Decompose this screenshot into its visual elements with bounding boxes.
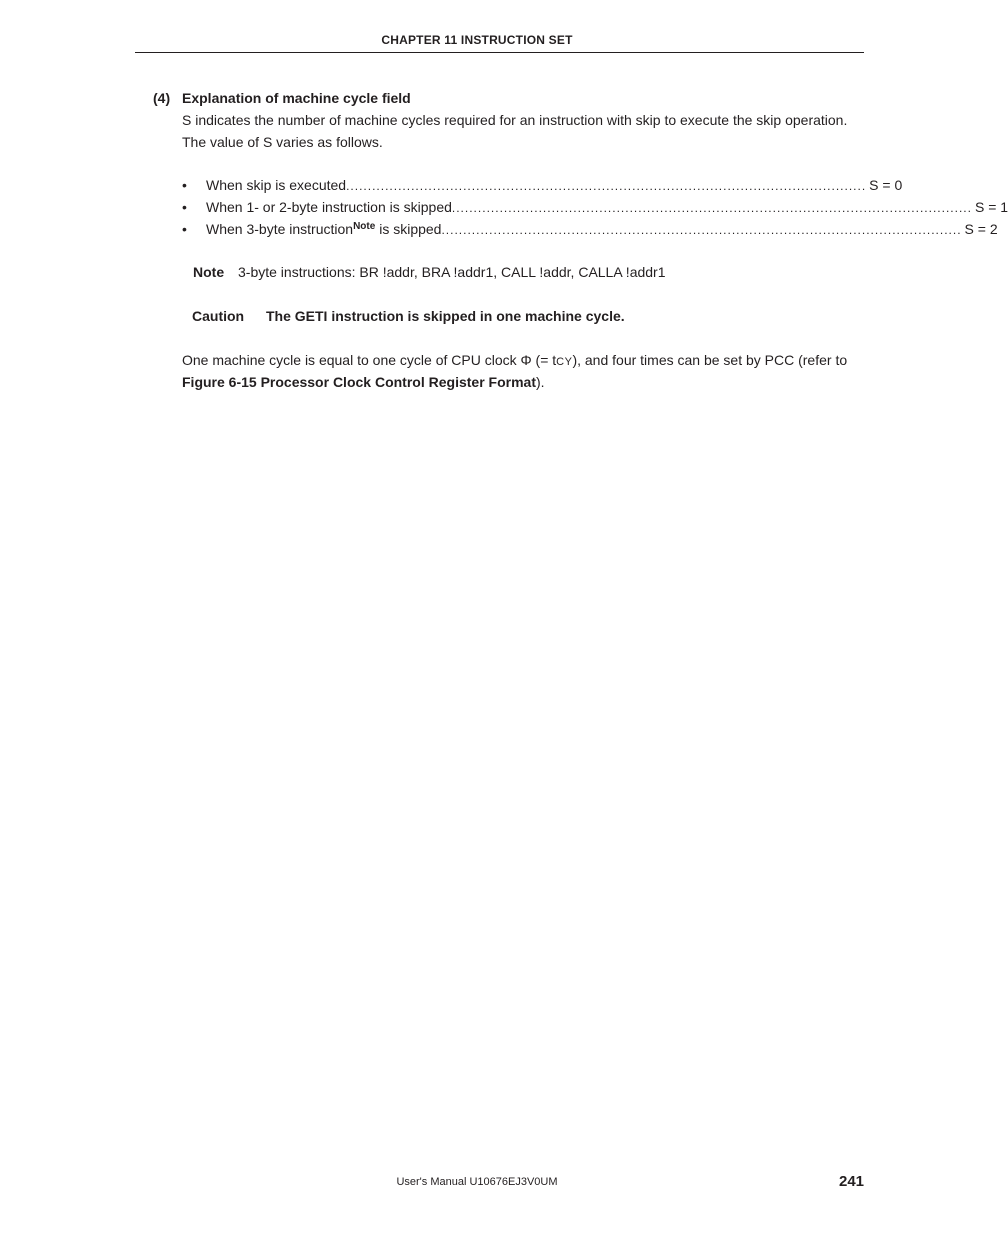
dot-leader: ........................................................................................................................ xyxy=(346,179,867,193)
section-title: Explanation of machine cycle field xyxy=(182,90,411,106)
list-item-value: S = 1 xyxy=(974,199,1008,215)
chapter-header: CHAPTER 11 INSTRUCTION SET xyxy=(381,33,573,47)
list-item xyxy=(182,198,1008,217)
section-paragraph-line-2: The value of S varies as follows. xyxy=(182,134,383,150)
page-number: 241 xyxy=(839,1173,865,1190)
list-item xyxy=(182,176,903,195)
header-rule xyxy=(135,52,864,53)
bullet: • xyxy=(182,199,187,215)
list-item xyxy=(182,220,998,239)
dot-leader: ........................................................................................................................ xyxy=(441,223,962,237)
list-item-label-end: is skipped xyxy=(375,221,442,237)
note-label: Note xyxy=(193,264,225,280)
bullet: • xyxy=(182,221,187,237)
closing-paragraph-line-2 xyxy=(182,373,545,391)
section-paragraph-line-1: S indicates the number of machine cycles required for an instruction with skip to execute the skip operation. xyxy=(182,112,848,128)
list-item-label-start: When 3-byte instruction xyxy=(206,221,354,237)
caution-label: Caution xyxy=(192,308,245,324)
list-item-label: When 1- or 2-byte instruction is skipped xyxy=(206,199,452,215)
note-text: 3-byte instructions: BR !addr, BRA !addr1, CALL !addr, CALLA !addr1 xyxy=(238,264,666,280)
bullet: • xyxy=(182,177,187,193)
tcy-subscript: CY xyxy=(556,356,573,368)
closing-text-end: ), and four times can be set by PCC (refer to xyxy=(572,352,848,368)
closing-text-start: One machine cycle is equal to one cycle of CPU clock Φ (= t xyxy=(182,352,557,368)
list-item-label xyxy=(206,220,441,238)
list-item-value: S = 2 xyxy=(964,221,998,237)
section-number: (4) xyxy=(153,90,171,106)
list-item-label: When skip is executed xyxy=(206,177,347,193)
dot-leader: ........................................................................................................................ xyxy=(451,201,972,215)
closing-paragraph-line-1 xyxy=(182,351,847,371)
footer-manual-id: User's Manual U10676EJ3V0UM xyxy=(396,1176,558,1188)
figure-reference: Figure 6-15 Processor Clock Control Register Format xyxy=(182,374,536,390)
note-superscript: Note xyxy=(353,221,376,232)
closing-line-2-tail: ). xyxy=(535,374,545,390)
list-item-value: S = 0 xyxy=(869,177,903,193)
caution-text: The GETI instruction is skipped in one machine cycle. xyxy=(266,308,625,324)
